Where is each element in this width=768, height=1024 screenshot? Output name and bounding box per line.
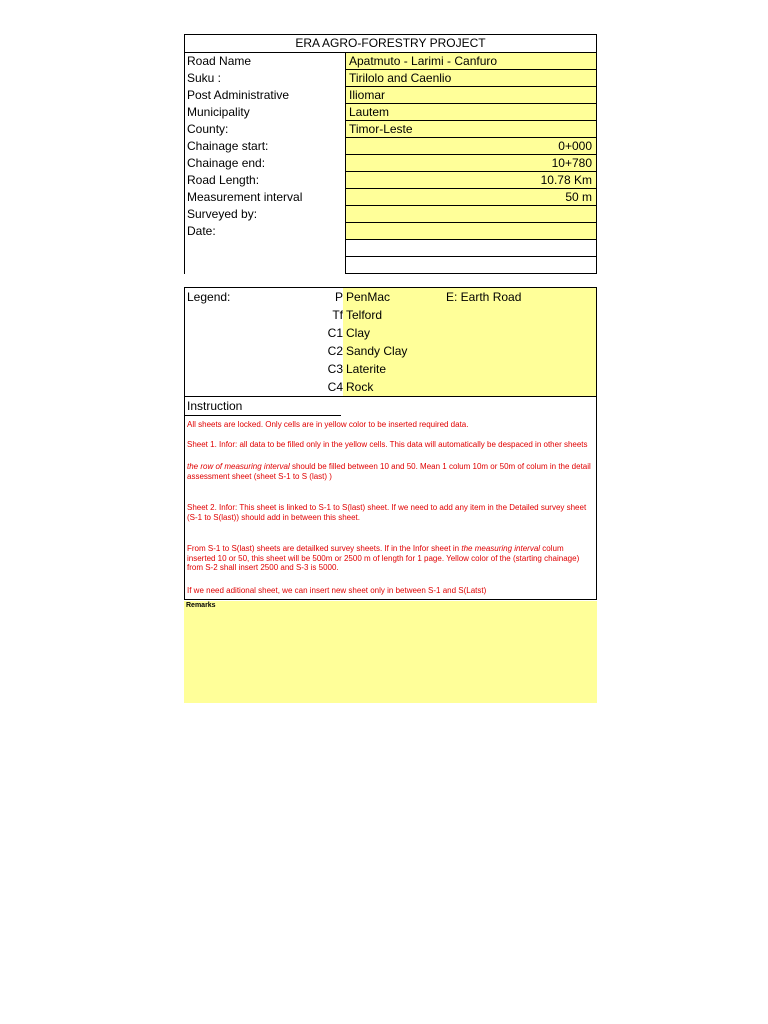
legend-material-name: Telford (346, 308, 383, 322)
instruction-p1: All sheets are locked. Only cells are in yellow color to be inserted required data. (187, 420, 469, 429)
legend-material-name: Rock (346, 380, 374, 394)
instruction-p5-a: From S-1 to S(last) sheets are detailked survey sheets. If in the Infor sheet in (187, 544, 462, 553)
info-label: Surveyed by: (187, 207, 258, 221)
spacer (184, 274, 597, 287)
info-row (185, 53, 596, 70)
info-label: Chainage start: (187, 139, 269, 153)
info-value-cell[interactable]: 0+000 (345, 138, 596, 155)
legend-value-cell (343, 324, 596, 342)
legend-value-cell (343, 360, 596, 378)
info-label: Chainage end: (187, 156, 266, 170)
info-value-cell[interactable]: Lautem (345, 104, 596, 121)
legend-code: C3 (327, 362, 343, 376)
legend-code: P (334, 290, 343, 304)
legend-row (185, 378, 596, 396)
legend-code: C4 (327, 380, 343, 394)
legend-row (185, 324, 596, 342)
legend-row (185, 360, 596, 378)
info-label: Road Length: (187, 173, 260, 187)
instruction-body (185, 416, 596, 599)
instruction-box (184, 396, 597, 600)
instruction-p3-rest: should be filled between 10 and 50. Mean 1 colum 10m or 50m of colum in the detail assessment sheet (sheet S-1 to S (last) ) (187, 462, 591, 481)
info-value-cell[interactable]: Apatmuto - Larimi - Canfuro (345, 53, 596, 70)
info-label: Post Administrative (187, 88, 290, 102)
legend-code: C1 (327, 326, 343, 340)
info-label (185, 257, 345, 274)
legend-value-cell (343, 378, 596, 396)
legend-label (185, 306, 317, 324)
info-value-cell[interactable]: Timor-Leste (345, 121, 596, 138)
info-label: Road Name (187, 54, 252, 68)
info-rows (185, 53, 596, 274)
instruction-p6: If we need aditional sheet, we can insert new sheet only in between S-1 and S(Latst) (187, 585, 487, 595)
legend-value-cell (343, 342, 596, 360)
legend-value-cell (343, 288, 596, 306)
survey-sheet (184, 34, 597, 703)
info-label (185, 240, 345, 257)
info-row (185, 257, 596, 274)
info-label: Date: (187, 224, 216, 238)
project-title: ERA AGRO-FORESTRY PROJECT (185, 35, 596, 53)
info-row (185, 70, 596, 87)
legend-rows (185, 288, 596, 396)
legend-row (185, 306, 596, 324)
legend-material-name: Sandy Clay (346, 344, 408, 358)
info-row (185, 223, 596, 240)
info-row (185, 172, 596, 189)
remarks-box[interactable] (184, 601, 597, 703)
instruction-p2: Sheet 1. Infor: all data to be filled only in the yellow cells. This data will automatically be despaced in other sheets (187, 439, 588, 449)
info-label: Municipality (187, 105, 250, 119)
info-row (185, 155, 596, 172)
info-value-cell[interactable]: 10+780 (345, 155, 596, 172)
instruction-heading: Instruction (185, 397, 341, 416)
legend-extra: E: Earth Road (446, 290, 522, 304)
info-row (185, 121, 596, 138)
legend-label (185, 342, 317, 360)
legend-label (185, 324, 317, 342)
info-value-cell[interactable] (345, 206, 596, 223)
info-value-cell[interactable] (345, 223, 596, 240)
info-value-cell[interactable]: 50 m (345, 189, 596, 206)
legend-code: C2 (327, 344, 343, 358)
legend-row (185, 342, 596, 360)
info-row (185, 189, 596, 206)
info-row (185, 138, 596, 155)
legend-material-name: Clay (346, 326, 371, 340)
info-row (185, 87, 596, 104)
info-value-cell[interactable] (345, 257, 596, 274)
info-value-cell[interactable]: Tirilolo and Caenlio (345, 70, 596, 87)
info-label: Measurement interval (187, 190, 303, 204)
instruction-p3 (187, 462, 594, 481)
legend-row (185, 288, 596, 306)
instruction-p5-italic: the measuring interval (461, 544, 541, 553)
remarks-label: Remarks (186, 602, 216, 609)
info-label: Suku : (187, 71, 222, 85)
legend-label (185, 378, 317, 396)
legend-table (184, 287, 597, 396)
info-row (185, 206, 596, 223)
legend-code: Tf (332, 308, 343, 322)
road-info-table (184, 34, 597, 274)
legend-label: Legend: (187, 290, 231, 304)
info-value-cell[interactable]: Iliomar (345, 87, 596, 104)
info-label: County: (187, 122, 229, 136)
legend-label (185, 360, 317, 378)
info-value-cell[interactable]: 10.78 Km (345, 172, 596, 189)
instruction-p3-italic: the row of measuring interval (187, 462, 290, 471)
instruction-p4: Sheet 2. Infor: This sheet is linked to S-1 to S(last) sheet. If we need to add any item in the Detailed survey sheet (S-1 to S(last)) should add in between this sheet. (187, 503, 587, 522)
info-row (185, 240, 596, 257)
instruction-p5-b: colum inserted 10 or 50, this sheet will be 500m or 2500 m of length for 1 page. Yellow color of the (starting chainage) from S-2 shall insert 2500 and S-3 is 5000. (187, 544, 580, 572)
legend-material-name: PenMac (346, 290, 391, 304)
legend-value-cell (343, 306, 596, 324)
info-row (185, 104, 596, 121)
instruction-p5 (187, 544, 594, 573)
info-value-cell[interactable] (345, 240, 596, 257)
legend-material-name: Laterite (346, 362, 387, 376)
